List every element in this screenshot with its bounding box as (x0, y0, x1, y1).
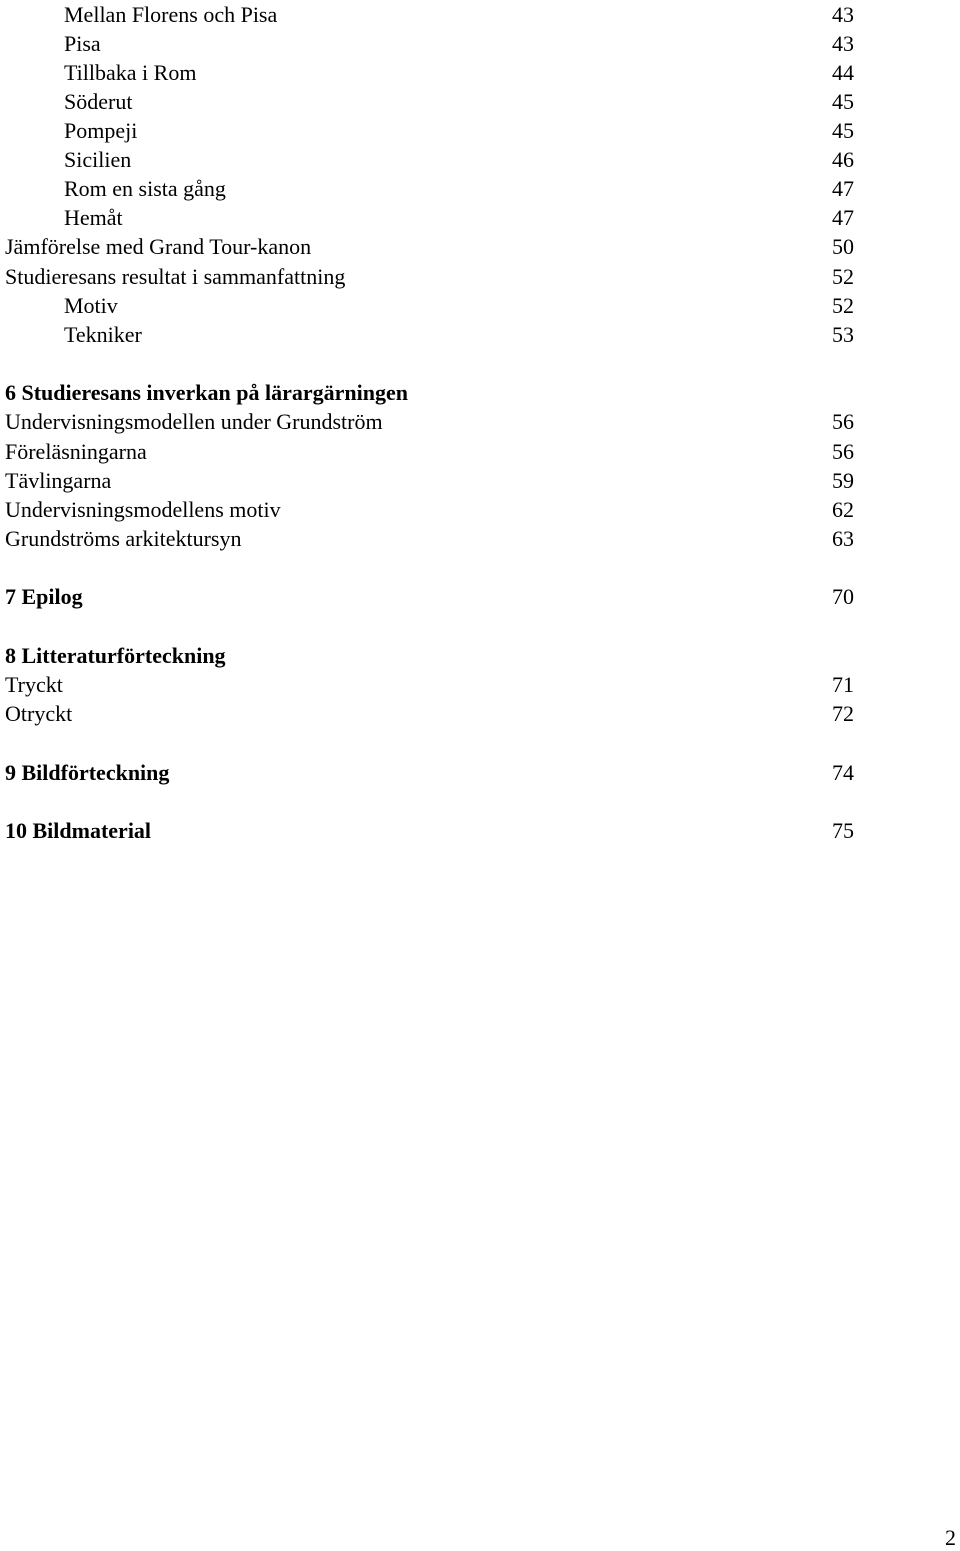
toc-entry-title: Föreläsningarna (5, 439, 147, 464)
toc-entry-title: Jämförelse med Grand Tour-kanon (5, 234, 312, 259)
toc-entry-page: 62 (832, 497, 854, 522)
toc-entry-page: 46 (832, 147, 854, 172)
toc-entry-page: 70 (832, 584, 854, 609)
toc-entry (0, 145, 960, 174)
toc-entry-title: Otryckt (5, 701, 73, 726)
toc-entry (0, 203, 960, 232)
toc-entry-title: Motiv (64, 293, 118, 318)
toc-entry (0, 0, 960, 29)
toc-entry (0, 262, 960, 291)
toc-entry (0, 437, 960, 466)
toc-entry-page: 63 (832, 526, 854, 551)
toc-entry (0, 58, 960, 87)
toc-entry-page: 72 (832, 701, 854, 726)
toc-entry-page: 53 (832, 322, 854, 347)
toc-entry-title: Tryckt (5, 672, 63, 697)
toc-entry-title: Rom en sista gång (64, 176, 226, 201)
toc-entry-page: 56 (832, 439, 854, 464)
toc-entry-title: Studieresans resultat i sammanfattning (5, 264, 346, 289)
toc-entry (0, 174, 960, 203)
toc-entry-title: Söderut (64, 89, 133, 114)
toc-entry (0, 699, 960, 728)
toc-entry (0, 29, 960, 58)
toc-chapter-title: 6 Studieresans inverkan på lärargärningen (5, 380, 408, 405)
toc-entry-title: Grundströms arkitektursyn (5, 526, 242, 551)
toc-chapter-heading (0, 816, 960, 845)
toc-chapter-heading (0, 378, 960, 407)
toc-chapter-title: 10 Bildmaterial (5, 818, 152, 843)
toc-entry (0, 87, 960, 116)
toc-chapter-heading (0, 582, 960, 611)
toc-entry-title: Tekniker (64, 322, 142, 347)
toc-entry-title: Undervisningsmodellens motiv (5, 497, 281, 522)
toc-entry-page: 43 (832, 31, 854, 56)
toc-chapter-heading (0, 641, 960, 670)
toc-entry (0, 495, 960, 524)
toc-chapter-title: 9 Bildförteckning (5, 760, 170, 785)
toc-entry-page: 50 (832, 234, 854, 259)
toc-entry-title: Sicilien (64, 147, 132, 172)
toc-entry-title: Pisa (64, 31, 101, 56)
toc-entry (0, 407, 960, 436)
toc-chapter-title: 8 Litteraturförteckning (5, 643, 226, 668)
toc-entry-page: 45 (832, 89, 854, 114)
toc-entry-title: Undervisningsmodellen under Grundström (5, 409, 383, 434)
toc-entry-title: Pompeji (64, 118, 138, 143)
toc-entry-page: 75 (832, 818, 854, 843)
toc-entry-page: 56 (832, 409, 854, 434)
toc-entry-page: 74 (832, 760, 854, 785)
toc-entry-title: Hemåt (64, 205, 123, 230)
toc-entry (0, 232, 960, 261)
toc-chapter-heading (0, 758, 960, 787)
toc-entry (0, 670, 960, 699)
toc-entry-page: 45 (832, 118, 854, 143)
toc-entry-page: 43 (832, 2, 854, 27)
toc-entry-page: 44 (832, 60, 854, 85)
toc-entry-title: Tillbaka i Rom (64, 60, 197, 85)
toc-entry-page: 47 (832, 176, 854, 201)
page-number: 2 (945, 1525, 956, 1550)
toc-entry-page: 47 (832, 205, 854, 230)
toc-entry (0, 466, 960, 495)
toc-entry-page: 52 (832, 293, 854, 318)
toc-entry (0, 291, 960, 320)
toc-entry (0, 524, 960, 553)
toc-entry (0, 320, 960, 349)
toc-chapter-title: 7 Epilog (5, 584, 83, 609)
toc-entry (0, 116, 960, 145)
toc-entry-page: 52 (832, 264, 854, 289)
toc-entry-page: 71 (832, 672, 854, 697)
toc-entry-title: Mellan Florens och Pisa (64, 2, 278, 27)
toc-entry-title: Tävlingarna (5, 468, 112, 493)
toc-entry-page: 59 (832, 468, 854, 493)
